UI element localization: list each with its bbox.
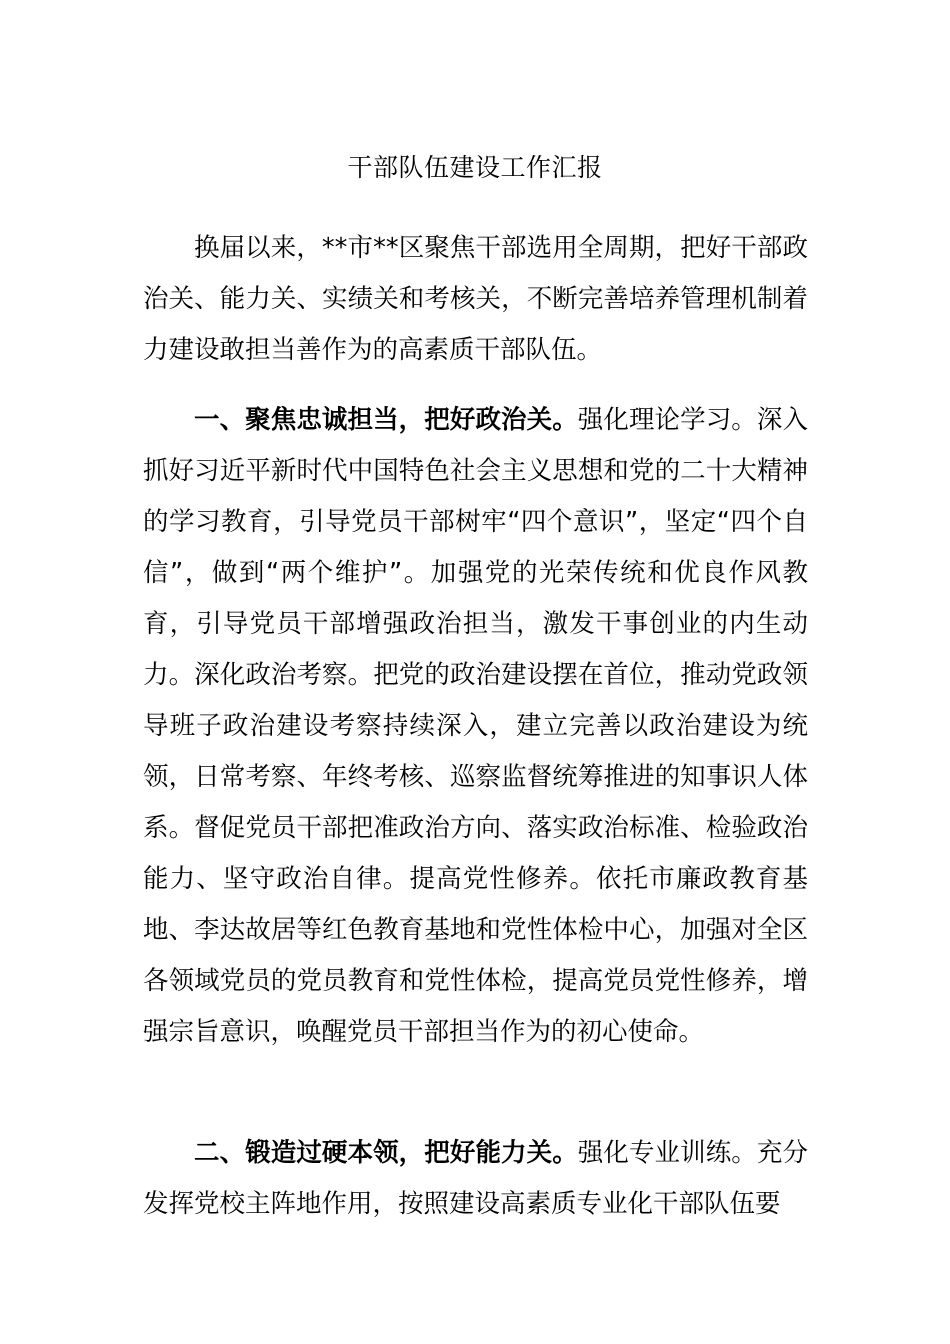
document-title: 干部队伍建设工作汇报 xyxy=(347,153,603,182)
paragraph-intro xyxy=(143,223,808,376)
paragraph-section-one xyxy=(143,395,808,1058)
paragraph-section-two xyxy=(143,1128,808,1230)
section-one-text: 强化理论学习。深入抓好习近平新时代中国特色社会主义思想和党的二十大精神的学习教育，引导党员干部树牢“四个意识”，坚定“四个自信”，做到“两个维护”。加强党的光荣传统和优良作风教育，引导党员干部增强政治担当，激发干事创业的内生动力。深化政治考察。把党的政治建设摆在首位，推动党政领导班子政治建设考察持续深入，建立完善以政治建设为统领，日常考察、年终考核、巡察监督统筹推进的知事识人体系。督促党员干部把准政治方向、落实政治标准、检验政治能力、坚守政治自律。提高党性修养。依托市廉政教育基地、李达故居等红色教育基地和党性体检中心，加强对全区各领域党员的党员教育和党性体检，提高党员党性修养，增强宗旨意识，唤醒党员干部担当作为的初心使命。 xyxy=(143,405,808,1047)
section-two-heading: 二、锻造过硬本领，把好能力关。 xyxy=(194,1138,578,1168)
section-one-heading: 一、聚焦忠诚担当，把好政治关。 xyxy=(194,405,578,435)
paragraph-intro-text: 换届以来，**市**区聚焦干部选用全周期，把好干部政治关、能力关、实绩关和考核关，不断完善培养管理机制着力建设敢担当善作为的高素质干部队伍。 xyxy=(143,233,808,365)
section-two-text: 强化专业训练。充分发挥党校主阵地作用，按照建设高素质专业化干部队伍要 xyxy=(143,1138,808,1219)
